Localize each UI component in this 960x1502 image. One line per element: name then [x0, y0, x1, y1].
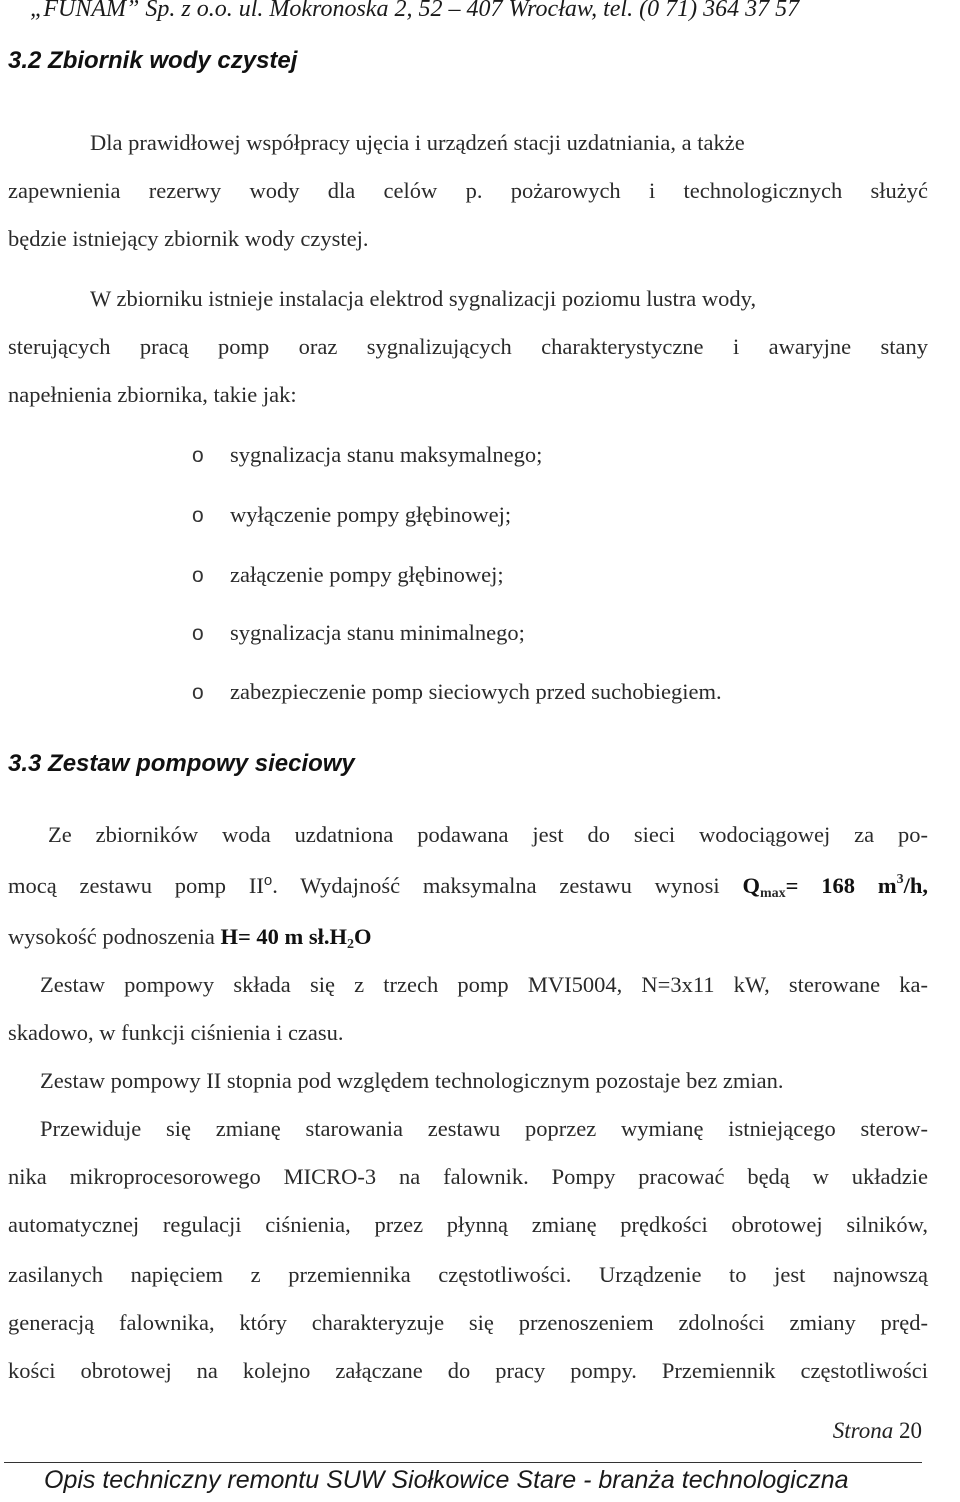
superscript-o: o [263, 872, 273, 889]
paragraph-line: Dla prawidłowej współpracy ujęcia i urządzeń stacji uzdatniania, a także [90, 130, 745, 155]
paragraph-line: Ze zbiorników woda uzdatniona podawana jest do sieci wodociągowej za po- [48, 822, 928, 847]
bullet-item: załączenie pompy głębinowej; [230, 562, 504, 587]
paragraph-line: będzie istniejący zbiornik wody czystej. [8, 226, 369, 251]
bullet-marker: o [192, 564, 204, 587]
head-value: H= 40 m sł.H [220, 924, 348, 949]
qmax-subscript: max [760, 886, 786, 901]
qmax-symbol: Q [742, 873, 760, 898]
bullet-marker: o [192, 504, 204, 527]
paragraph-line: skadowo, w funkcji ciśnienia i czasu. [8, 1020, 344, 1045]
page-footer: Opis techniczny remontu SUW Siołkowice Stare - branża technologiczna [44, 1466, 849, 1494]
paragraph-line: napełnienia zbiornika, takie jak: [8, 382, 297, 407]
bullet-marker: o [192, 444, 204, 467]
paragraph-line: nika mikroprocesorowego MICRO-3 na falownik. Pompy pracować będą w układzie [8, 1164, 928, 1189]
bullet-marker: o [192, 681, 204, 704]
text-fragment: mocą zestawu pomp II [8, 873, 264, 898]
qmax-value: = 168 m [785, 873, 897, 898]
paragraph-line: Zestaw pompowy II stopnia pod względem technologicznym pozostaje bez zmian. [40, 1068, 784, 1093]
qmax-unit: /h, [903, 873, 928, 898]
footer-divider [4, 1462, 922, 1463]
text-fragment: . Wydajność maksymalna zestawu wynosi [272, 873, 743, 898]
paragraph-line: zapewnienia rezerwy wody dla celów p. pożarowych i technologicznych służyć [8, 178, 928, 203]
qmax-superscript: 3 [896, 872, 904, 887]
paragraph-line-head [8, 924, 372, 953]
bullet-item: zabezpieczenie pomp sieciowych przed suchobiegiem. [230, 679, 722, 704]
bullet-item: sygnalizacja stanu minimalnego; [230, 620, 525, 645]
paragraph-line: W zbiorniku istnieje instalacja elektrod sygnalizacji poziomu lustra wody, [90, 286, 757, 311]
page-header: „FUNAM” Sp. z o.o. ul. Mokronoska 2, 52 – 407 Wrocław, tel. (0 71) 364 37 57 [30, 0, 800, 22]
section-heading-3-2: 3.2 Zbiornik wody czystej [8, 47, 298, 74]
bullet-marker: o [192, 622, 204, 645]
paragraph-line-qmax [8, 872, 928, 902]
page-number-label: Strona [832, 1418, 894, 1443]
paragraph-line: Zestaw pompowy składa się z trzech pomp MVI5004, N=3x11 kW, sterowane ka- [40, 972, 928, 997]
text-fragment: wysokość podnoszenia [8, 924, 221, 949]
bullet-item: wyłączenie pompy głębinowej; [230, 502, 512, 527]
paragraph-line: generacją falownika, który charakteryzuje się przenoszeniem zdolności zmiany pręd- [8, 1310, 928, 1335]
section-heading-3-3: 3.3 Zestaw pompowy sieciowy [8, 750, 355, 777]
paragraph-line: zasilanych napięciem z przemiennika częstotliwości. Urządzenie to jest najnowszą [8, 1262, 928, 1287]
paragraph-line: kości obrotowej na kolejno załączane do pracy pompy. Przemiennik częstotliwości [8, 1358, 928, 1383]
paragraph-line: automatycznej regulacji ciśnienia, przez płynną zmianę prędkości obrotowej silników, [8, 1212, 928, 1237]
bullet-item: sygnalizacja stanu maksymalnego; [230, 442, 543, 467]
page-number-value: 20 [899, 1418, 922, 1443]
h2o-subscript: 2 [347, 937, 355, 952]
page-number [833, 1418, 922, 1444]
h2o-o: O [354, 924, 372, 949]
paragraph-line: sterujących pracą pomp oraz sygnalizujących charakterystyczne i awaryjne stany [8, 334, 928, 359]
paragraph-line: Przewiduje się zmianę starowania zestawu poprzez wymianę istniejącego sterow- [40, 1116, 928, 1141]
